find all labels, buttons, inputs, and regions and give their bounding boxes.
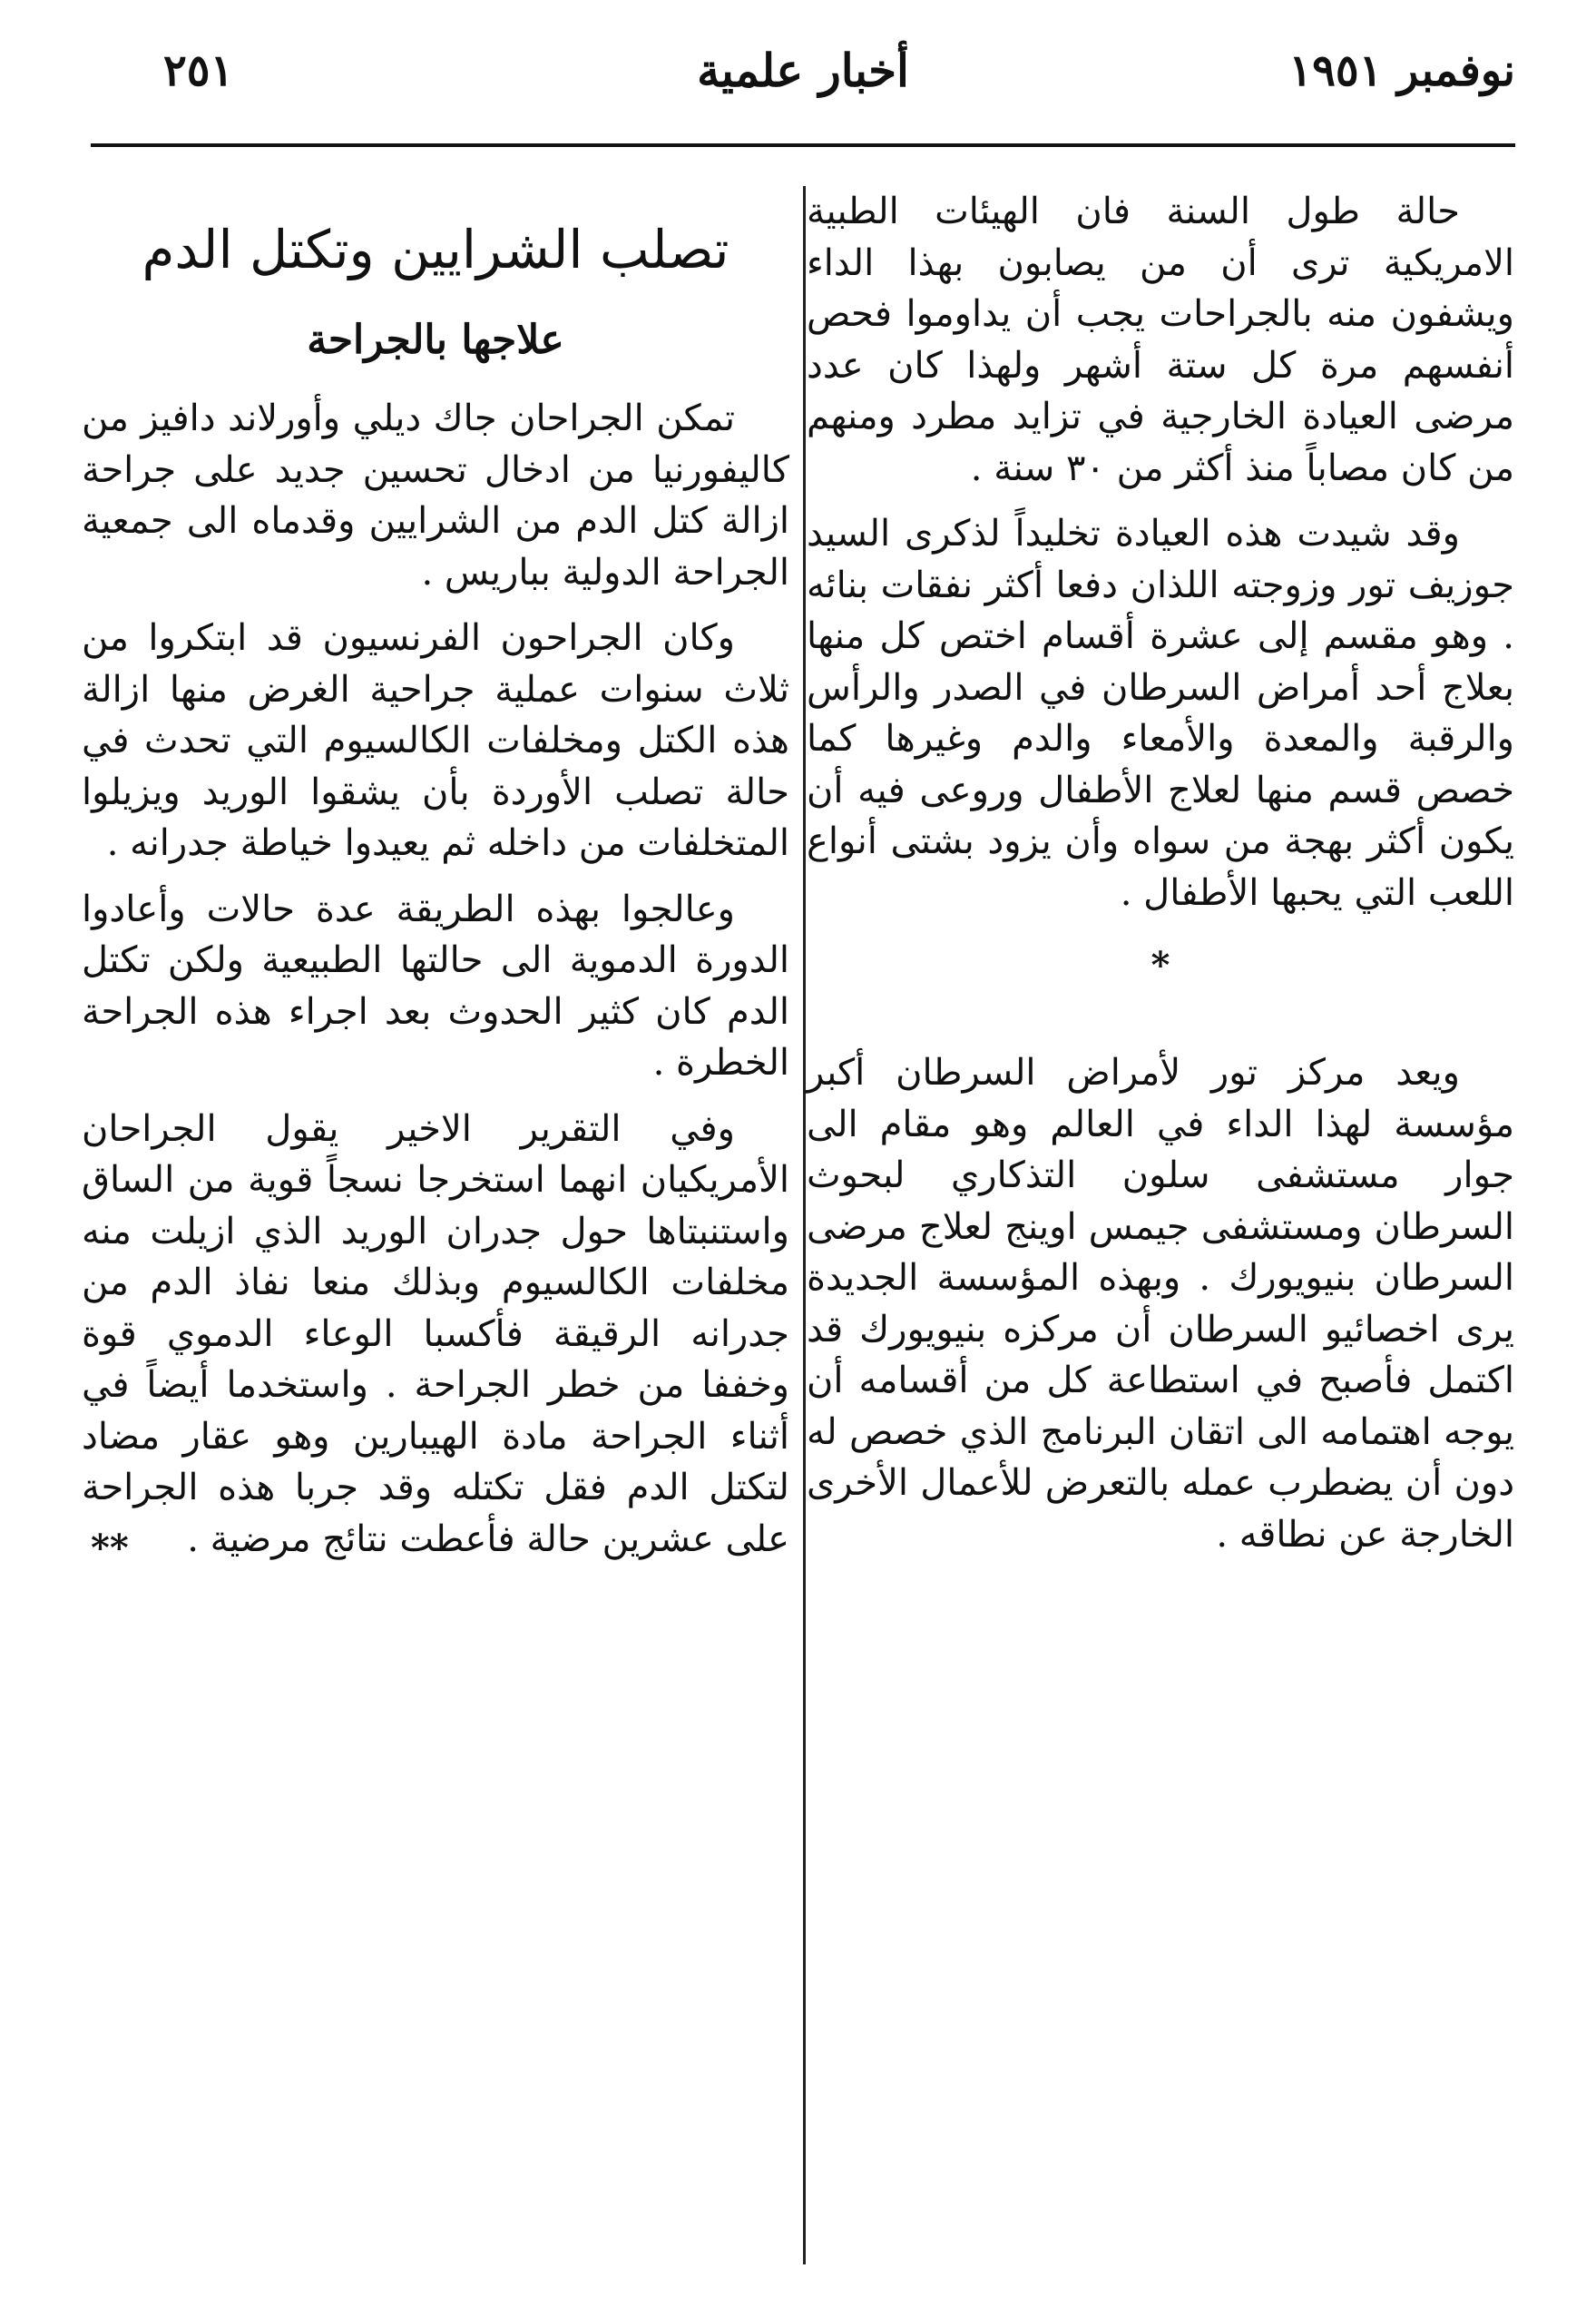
paragraph: تمكن الجراحان جاك ديلي وأورلاند دافيز من كاليفورنيا من ادخال تحسين جديد على جراحة ازالة كتل الدم من الشرايين وقدماه الى جمعية الجراحة الدولية بباريس . <box>82 398 789 594</box>
paragraph: وعالجوا بهذه الطريقة عدة حالات وأعادوا الدورة الدموية الى حالتها الطبيعية ولكن تكتل الدم كان كثير الحدوث بعد اجراء هذه الجراحة الخطرة . <box>82 888 789 1084</box>
header-rule <box>91 143 1515 147</box>
article-subtitle: علاجها بالجراحة <box>307 317 564 363</box>
separator-asterisk: * <box>1150 944 1170 987</box>
paragraph: ويعد مركز تور لأمراض السرطان أكبر مؤسسة لهذا الداء في العالم وهو مقام الى جوار مستشفى سلون التذكاري لبحوث السرطان ومستشفى جيمس اوينج لعلاج مرضى السرطان بنيويورك . وبهذه المؤسسة الجديدة يرى اخصائيو السرطان أن مركزه بنيويورك قد اكتمل فأصبح في استطاعة كل من أقسامه أن يوجه اهتمامه الى اتقان البرنامج الذي خصص له دون أن يضطرب عمله بالتعرض للأعمال الأخرى الخارجة عن نطاقه . <box>807 1052 1514 1556</box>
end-mark: ** <box>91 1526 129 1569</box>
page-header <box>91 36 1515 109</box>
paragraph: وفي التقرير الاخير يقول الجراحان الأمريكيان انهما استخرجا نسجاً قوية من الساق واستنبتاها حول جدران الوريد الذي ازيلت منه مخلفات الكالسيوم وبذلك منعا نفاذ الدم من جدرانه الرقيقة فأكسبا الوعاء الدموي قوة وخففا من خطر الجراحة . واستخدما أيضاً في أثناء الجراحة مادة الهيبارين وهو عقار مضاد لتكتل الدم فقل تكتله وقد جربا هذه الجراحة على عشرين حالة فأعطت نتائج مرضية . <box>82 1107 789 1560</box>
left-column <box>82 186 789 1579</box>
column-divider <box>803 186 806 2264</box>
paragraph: حالة طول السنة فان الهيئات الطبية الامريكية ترى أن من يصابون بهذا الداء ويشفون منه بالجراحات يجب أن يداوموا فحص أنفسهم مرة كل ستة أشهر ولهذا كان عدد مرضى العيادة الخارجية في تزايد مطرد ومنهم من كان مصاباً منذ أكثر من ٣٠ سنة . <box>807 191 1514 489</box>
issue-date: نوفمبر ١٩٥١ <box>1288 45 1515 96</box>
article-title: تصلب الشرايين وتكتل الدم <box>142 219 729 280</box>
page-number: ٢٥١ <box>163 45 234 96</box>
paragraph: وقد شيدت هذه العيادة تخليداً لذكرى السيد جوزيف تور وزوجته اللذان دفعا أكثر نفقات بنائه . وهو مقسم إلى عشرة أقسام اختص كل منها بعلاج أحد أمراض السرطان في الصدر والرأس والرقبة والمعدة والأمعاء والدم وغيرها كما خصص قسم منها لعلاج الأطفال وروعى فيه أن يكون أكثر بهجة من سواه وأن يزود بشتى أنواع اللعب التي يحبها الأطفال . <box>807 513 1514 914</box>
right-column <box>807 186 1514 1575</box>
paragraph: وكان الجراحون الفرنسيون قد ابتكروا من ثلاث سنوات عملية جراحية الغرض منها ازالة هذه الكتل ومخلفات الكالسيوم التي تحدث في حالة تصلب الأوردة بأن يشقوا الوريد ويزيلوا المتخلفات من داخله ثم يعيدوا خياطة جدرانه . <box>82 617 789 864</box>
section-title: أخبار علمية <box>697 44 909 97</box>
